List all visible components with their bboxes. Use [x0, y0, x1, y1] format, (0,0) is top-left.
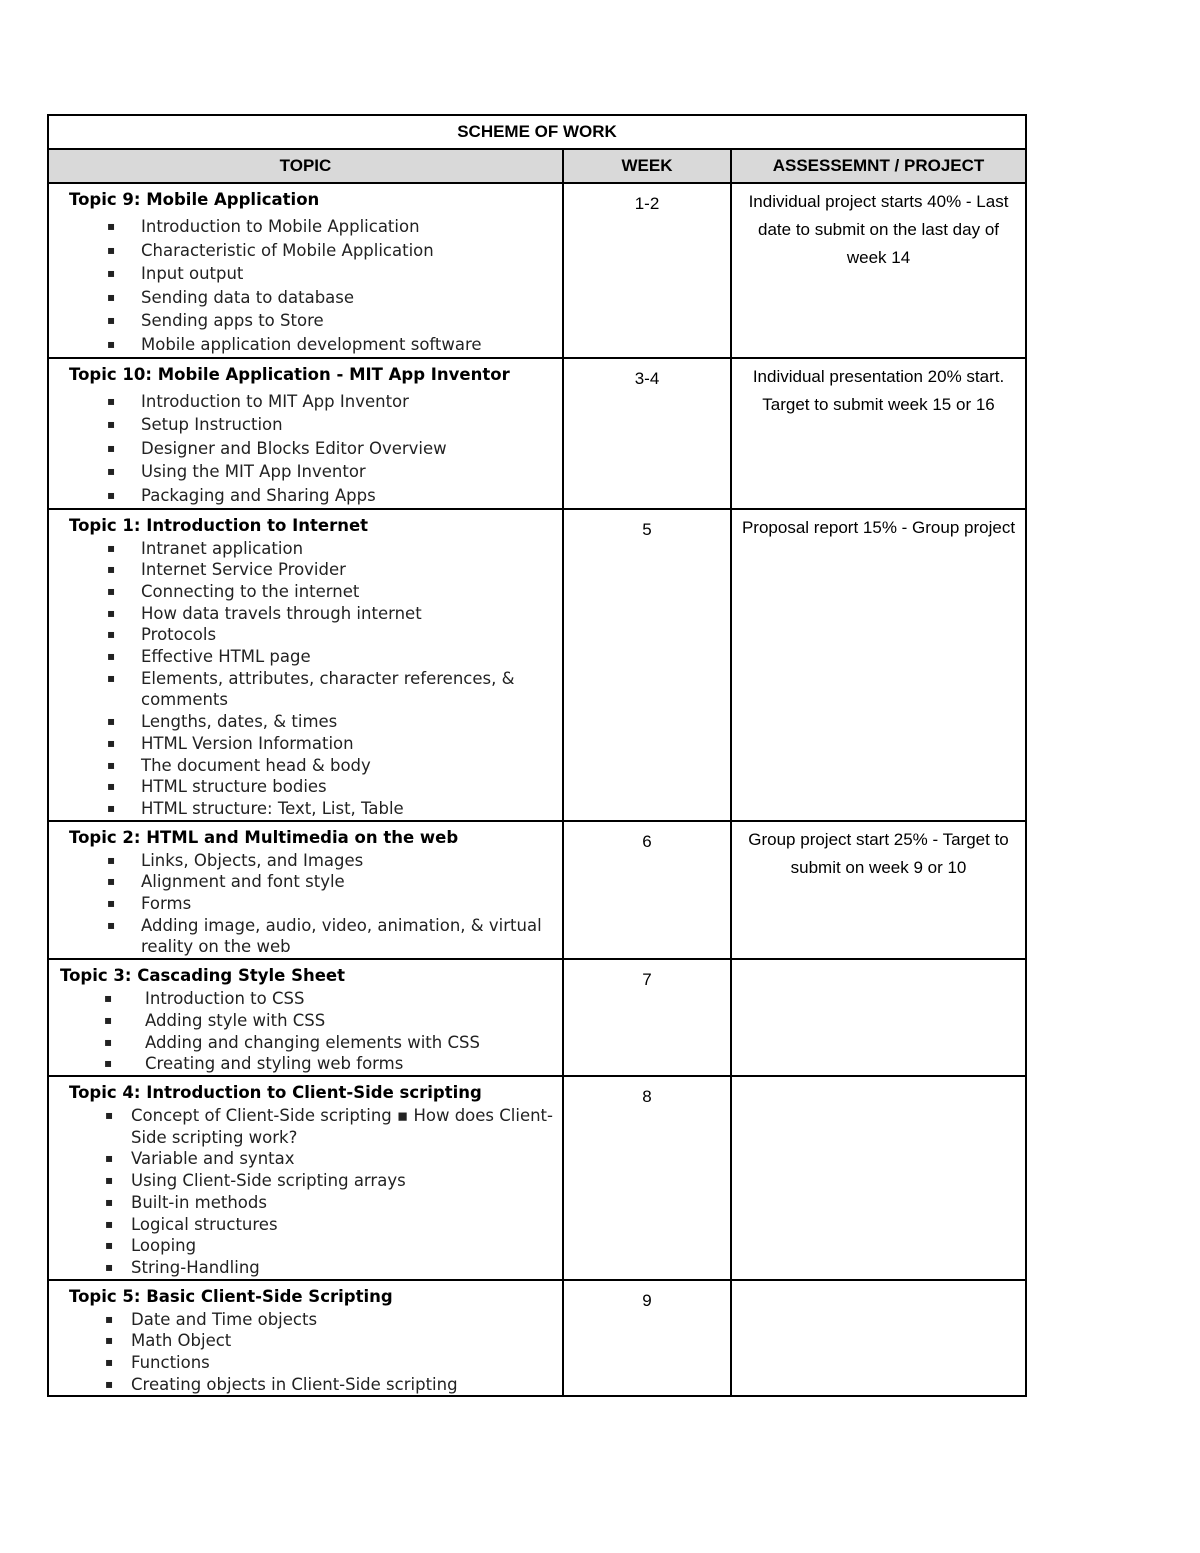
topic-name: Introduction to Client-Side scripting: [146, 1083, 482, 1102]
bullet-icon: ▪: [107, 540, 116, 555]
topic-name: Mobile Application - MIT App Inventor: [157, 364, 510, 384]
topic-cell: [48, 358, 563, 509]
list-item: ▪ Creating objects in Client-Side scripting: [105, 1374, 458, 1394]
topic-items: [69, 850, 554, 959]
topic-items: [69, 1105, 554, 1279]
bullet-icon: ▪: [105, 1238, 114, 1253]
list-item: ▪ HTML structure: Text, List, Table: [107, 798, 404, 818]
bullet-icon: ▪: [107, 917, 116, 932]
bullet-icon: ▪: [107, 313, 116, 328]
topic-number: Topic 2:: [69, 827, 147, 847]
week-cell: 8: [563, 1076, 731, 1280]
topic-items: [69, 215, 554, 357]
list-item: ▪ Effective HTML page: [107, 647, 311, 667]
column-header-week: WEEK: [563, 149, 731, 183]
list-item: ▪ Adding style with CSS: [104, 1010, 326, 1030]
bullet-icon: ▪: [105, 1333, 114, 1348]
list-item: ▪ String-Handling: [105, 1257, 260, 1277]
bullet-icon: ▪: [107, 714, 116, 729]
assessment-cell: [731, 1076, 1026, 1280]
topic-heading: [69, 188, 554, 212]
list-item: ▪ Packaging and Sharing Apps: [69, 484, 554, 508]
table-row: [48, 959, 1026, 1076]
bullet-icon: ▪: [107, 289, 116, 304]
bullet-icon: ▪: [105, 1194, 114, 1209]
list-item: ▪ Elements, attributes, character references, & comments: [107, 668, 515, 710]
scheme-of-work-table: [47, 114, 1027, 1397]
bullet-icon: ▪: [107, 627, 116, 642]
list-item: ▪ HTML Version Information: [107, 733, 354, 753]
list-item: ▪ Links, Objects, and Images: [107, 850, 364, 870]
list-item: ▪ Alignment and font style: [107, 872, 345, 892]
list-item: ▪ Functions: [105, 1353, 210, 1373]
bullet-icon: ▪: [107, 605, 116, 620]
topic-items: [60, 988, 554, 1075]
topic-name: Basic Client-Side Scripting: [146, 1286, 393, 1306]
list-item: ▪ Built-in methods: [105, 1192, 267, 1212]
list-item: ▪ Variable and syntax: [105, 1149, 295, 1169]
bullet-icon: ▪: [105, 1355, 114, 1370]
list-item: ▪ Intranet application: [107, 538, 304, 558]
list-item: ▪ Creating and styling web forms: [104, 1054, 404, 1074]
bullet-icon: ▪: [107, 852, 116, 867]
list-item: ▪ Designer and Blocks Editor Overview: [69, 437, 554, 461]
list-item: ▪ Adding image, audio, video, animation, & virtual reality on the web: [107, 915, 542, 957]
column-header-assessment: ASSESSEMNT / PROJECT: [731, 149, 1026, 183]
table-row: [48, 1280, 1026, 1397]
topic-heading: [60, 964, 554, 988]
topic-number: Topic 10:: [69, 364, 158, 384]
topic-items: [69, 538, 554, 820]
list-item: ▪ Introduction to MIT App Inventor: [69, 390, 554, 414]
list-item: ▪ Connecting to the internet: [107, 581, 360, 601]
list-item: ▪ Forms: [107, 894, 192, 914]
topic-number: Topic 5:: [69, 1286, 147, 1306]
list-item: ▪ Introduction to CSS: [104, 989, 305, 1009]
bullet-icon: ▪: [104, 991, 113, 1006]
topic-name: Introduction to Internet: [146, 515, 369, 535]
topic-heading: [69, 1081, 554, 1105]
list-item: ▪ Introduction to Mobile Application: [69, 215, 554, 239]
list-item: ▪ Concept of Client-Side scripting ▪ How does Client-Side scripting work?: [105, 1106, 553, 1147]
title-row: [48, 115, 1026, 149]
bullet-icon: ▪: [107, 874, 116, 889]
topic-name: HTML and Multimedia on the web: [146, 827, 459, 847]
topic-number: Topic 4:: [69, 1083, 147, 1102]
topic-heading: [69, 514, 554, 538]
list-item: ▪ Using Client-Side scripting arrays: [105, 1171, 406, 1191]
bullet-icon: ▪: [107, 562, 116, 577]
list-item: ▪ Characteristic of Mobile Application: [69, 239, 554, 263]
topic-name: Mobile Application: [146, 190, 320, 209]
bullet-icon: ▪: [107, 417, 116, 432]
assessment-cell: Individual project starts 40% - Last date to submit on the last day of week 14: [731, 183, 1026, 358]
bullet-icon: ▪: [107, 464, 116, 479]
topic-items: [69, 390, 554, 508]
bullet-icon: ▪: [107, 735, 116, 750]
bullet-icon: ▪: [104, 1012, 113, 1027]
assessment-cell: Individual presentation 20% start. Target to submit week 15 or 16: [731, 358, 1026, 509]
bullet-icon: ▪: [104, 1056, 113, 1071]
list-item: ▪ Mobile application development software: [69, 333, 554, 357]
list-item: ▪ Internet Service Provider: [107, 560, 346, 580]
list-item: ▪ HTML structure bodies: [107, 777, 327, 797]
week-cell: 7: [563, 959, 731, 1076]
list-item: ▪ Protocols: [107, 625, 217, 645]
list-item: ▪ Math Object: [105, 1331, 232, 1351]
bullet-icon: ▪: [107, 393, 116, 408]
table-row: [48, 358, 1026, 509]
bullet-icon: ▪: [107, 266, 116, 281]
topic-heading: [69, 1285, 554, 1309]
bullet-icon: ▪: [105, 1376, 114, 1391]
table-row: [48, 821, 1026, 960]
column-header-topic: TOPIC: [48, 149, 563, 183]
bullet-icon: ▪: [107, 779, 116, 794]
bullet-icon: ▪: [107, 583, 116, 598]
topic-number: Topic 9:: [69, 190, 147, 209]
bullet-icon: ▪: [104, 1034, 113, 1049]
bullet-icon: ▪: [107, 440, 116, 455]
list-item: ▪ Logical structures: [105, 1214, 278, 1234]
assessment-cell: [731, 1280, 1026, 1397]
list-item: ▪ Adding and changing elements with CSS: [104, 1032, 480, 1052]
bullet-icon: ▪: [107, 219, 116, 233]
bullet-icon: ▪: [107, 670, 116, 685]
topic-name: Cascading Style Sheet: [137, 966, 345, 986]
topic-cell: [48, 821, 563, 960]
header-row: [48, 149, 1026, 183]
topic-heading: [69, 363, 554, 387]
bullet-icon: ▪: [105, 1259, 114, 1274]
list-item: ▪ Sending data to database: [69, 286, 554, 310]
topic-number: Topic 3:: [60, 966, 138, 986]
assessment-cell: Proposal report 15% - Group project: [731, 509, 1026, 821]
week-cell: 5: [563, 509, 731, 821]
topic-cell: [48, 959, 563, 1076]
week-cell: 6: [563, 821, 731, 960]
bullet-icon: ▪: [105, 1216, 114, 1231]
table-title: SCHEME OF WORK: [48, 115, 1026, 149]
bullet-icon: ▪: [105, 1311, 114, 1326]
topic-items: [69, 1309, 554, 1396]
topic-cell: [48, 509, 563, 821]
week-cell: 1-2: [563, 183, 731, 358]
table-row: [48, 509, 1026, 821]
bullet-icon: ▪: [107, 242, 116, 257]
list-item: ▪ How data travels through internet: [107, 603, 422, 623]
bullet-icon: ▪: [105, 1173, 114, 1188]
topic-cell: [48, 183, 563, 358]
assessment-cell: [731, 959, 1026, 1076]
bullet-icon: ▪: [105, 1151, 114, 1166]
week-cell: 3-4: [563, 358, 731, 509]
bullet-icon: ▪: [107, 757, 116, 772]
list-item: ▪ Looping: [105, 1236, 197, 1256]
list-item: ▪ The document head & body: [107, 755, 371, 775]
list-item: ▪ Using the MIT App Inventor: [69, 460, 554, 484]
list-item: ▪ Sending apps to Store: [69, 309, 554, 333]
bullet-icon: ▪: [107, 487, 116, 502]
topic-cell: [48, 1280, 563, 1397]
list-item: ▪ Setup Instruction: [69, 413, 554, 437]
list-item: ▪ Date and Time objects: [105, 1309, 318, 1329]
topic-number: Topic 1:: [69, 515, 147, 535]
list-item: ▪ Input output: [69, 262, 554, 286]
table-row: [48, 183, 1026, 358]
week-cell: 9: [563, 1280, 731, 1397]
topic-heading: [69, 826, 554, 850]
bullet-icon: ▪: [107, 896, 116, 911]
bullet-icon: ▪: [107, 649, 116, 664]
bullet-icon: ▪: [107, 336, 116, 351]
list-item: ▪ Lengths, dates, & times: [107, 712, 338, 732]
topic-cell: [48, 1076, 563, 1280]
bullet-icon: ▪: [105, 1108, 114, 1122]
bullet-icon: ▪: [107, 800, 116, 815]
assessment-cell: Group project start 25% - Target to submit on week 9 or 10: [731, 821, 1026, 960]
table-row: [48, 1076, 1026, 1280]
